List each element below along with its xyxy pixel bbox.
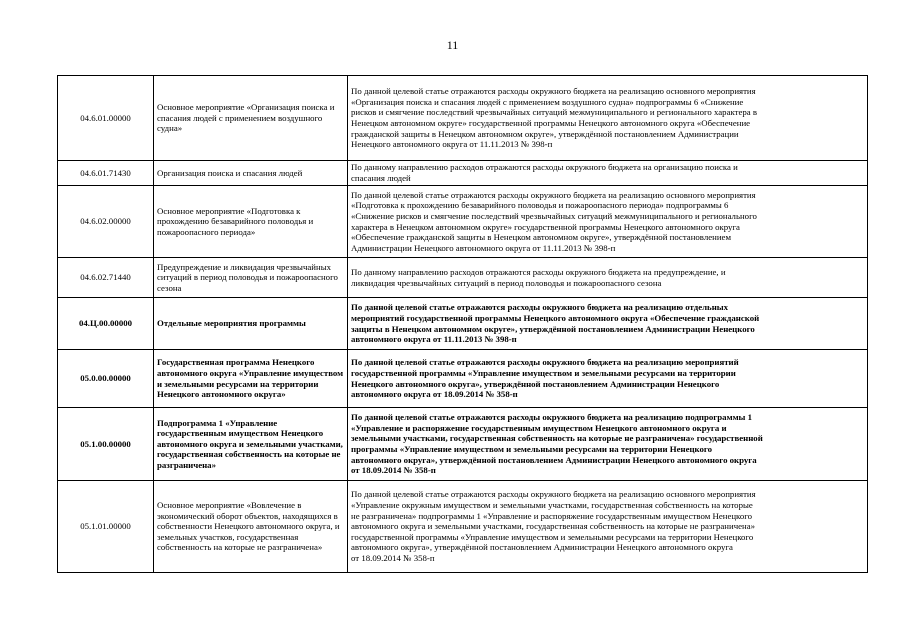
name-cell: Предупреждение и ликвидация чрезвычайных ситуаций в период половодья и пожароопасного сезона bbox=[154, 258, 348, 298]
name-cell: Основное мероприятие «Подготовка к прохождению безаварийного половодья и пожароопасного периода» bbox=[154, 186, 348, 258]
name-cell: Основное мероприятие «Организация поиска и спасания людей с применением воздушного судна» bbox=[154, 76, 348, 161]
code-cell: 05.1.00.00000 bbox=[58, 408, 154, 481]
table-row bbox=[58, 76, 868, 161]
description-cell: По данной целевой статье отражаются расходы окружного бюджета на реализацию мероприятий государственной программы «Управление имуществом и земельными ресурсами на территории Ненецкого автономного округа», утверждённой постановлением Администрации Ненецкого автономного округа от 18.09.2014 № 358-п bbox=[348, 350, 868, 408]
code-cell: 05.1.01.00000 bbox=[58, 481, 154, 573]
table-row bbox=[58, 408, 868, 481]
name-cell: Отдельные мероприятия программы bbox=[154, 298, 348, 350]
table-row bbox=[58, 258, 868, 298]
code-cell: 05.0.00.00000 bbox=[58, 350, 154, 408]
description-cell: По данной целевой статье отражаются расходы окружного бюджета на реализацию подпрограммы 1 «Управление и распоряжение государственным имуществом Ненецкого автономного округа и земельными участками, государственная собственность на которые не разграничена» государственной программы «Управление имуществом и земельными ресурсами на территории Ненецкого автономного округа», утверждённой постановлением Администрации Ненецкого автономного округа от 18.09.2014 № 358-п bbox=[348, 408, 868, 481]
code-cell: 04.Ц.00.00000 bbox=[58, 298, 154, 350]
code-cell: 04.6.01.00000 bbox=[58, 76, 154, 161]
description-cell: По данной целевой статье отражаются расходы окружного бюджета на реализацию основного мероприятия «Подготовка к прохождению безаварийного половодья и пожароопасного периода» подпрограммы 6 «Снижение рисков и смягчение последствий чрезвычайных ситуаций межмуниципального и регионального характера в Ненецком автономном округе» государственной программы Ненецкого автономного округа «Обеспечение гражданской защиты в Ненецком автономном округе», утверждённой постановлением Администрации Ненецкого автономного округа от 11.11.2013 № 398-п bbox=[348, 186, 868, 258]
table-row bbox=[58, 481, 868, 573]
table-row bbox=[58, 350, 868, 408]
page-number: 11 bbox=[446, 38, 459, 52]
table-row bbox=[58, 298, 868, 350]
table-row bbox=[58, 161, 868, 186]
description-cell: По данной целевой статье отражаются расходы окружного бюджета на реализацию основного мероприятия «Организация поиска и спасания людей с применением воздушного судна» подпрограммы 6 «Снижение рисков и смягчение последствий чрезвычайных ситуаций межмуниципального и регионального характера в Ненецком автономном округе» государственной программы Ненецкого автономного округа «Обеспечение гражданской защиты в Ненецком автономном округе», утверждённой постановлением Администрации Ненецкого автономного округа от 11.11.2013 № 398-п bbox=[348, 76, 868, 161]
description-cell: По данной целевой статье отражаются расходы окружного бюджета на реализацию основного мероприятия «Управление окружным имуществом и земельными участками, государственная собственность на которые не разграничена» подпрограммы 1 «Управление и распоряжение государственным имуществом Ненецкого автономного округа и земельными участками, государственная собственность на которые не разграничена» государственной программы «Управление имуществом и земельными ресурсами на территории Ненецкого автономного округа», утверждённой постановлением Администрации Ненецкого автономного округа от 18.09.2014 № 358-п bbox=[348, 481, 868, 573]
name-cell: Государственная программа Ненецкого автономного округа «Управление имуществом и земельными ресурсами на территории Ненецкого автономного округа» bbox=[154, 350, 348, 408]
name-cell: Подпрограмма 1 «Управление государственным имуществом Ненецкого автономного округа и земельными участками, государственная собственность на которые не разграничена» bbox=[154, 408, 348, 481]
table-row bbox=[58, 186, 868, 258]
code-cell: 04.6.02.71440 bbox=[58, 258, 154, 298]
name-cell: Основное мероприятие «Вовлечение в экономический оборот объектов, находящихся в собственности Ненецкого автономного округа, и земельных участков, государственная собственность на которые не разграничена» bbox=[154, 481, 348, 573]
code-cell: 04.6.01.71430 bbox=[58, 161, 154, 186]
description-cell: По данному направлению расходов отражаются расходы окружного бюджета на организацию поиска и спасания людей bbox=[348, 161, 868, 186]
name-cell: Организация поиска и спасания людей bbox=[154, 161, 348, 186]
description-cell: По данной целевой статье отражаются расходы окружного бюджета на реализацию отдельных мероприятий государственной программы Ненецкого автономного округа «Обеспечение гражданской защиты в Ненецком автономном округе», утверждённой постановлением Администрации Ненецкого автономного округа от 11.11.2013 № 398-п bbox=[348, 298, 868, 350]
budget-table bbox=[57, 75, 868, 573]
code-cell: 04.6.02.00000 bbox=[58, 186, 154, 258]
description-cell: По данному направлению расходов отражаются расходы окружного бюджета на предупреждение, и ликвидация чрезвычайных ситуаций в период половодья и пожароопасного сезона bbox=[348, 258, 868, 298]
